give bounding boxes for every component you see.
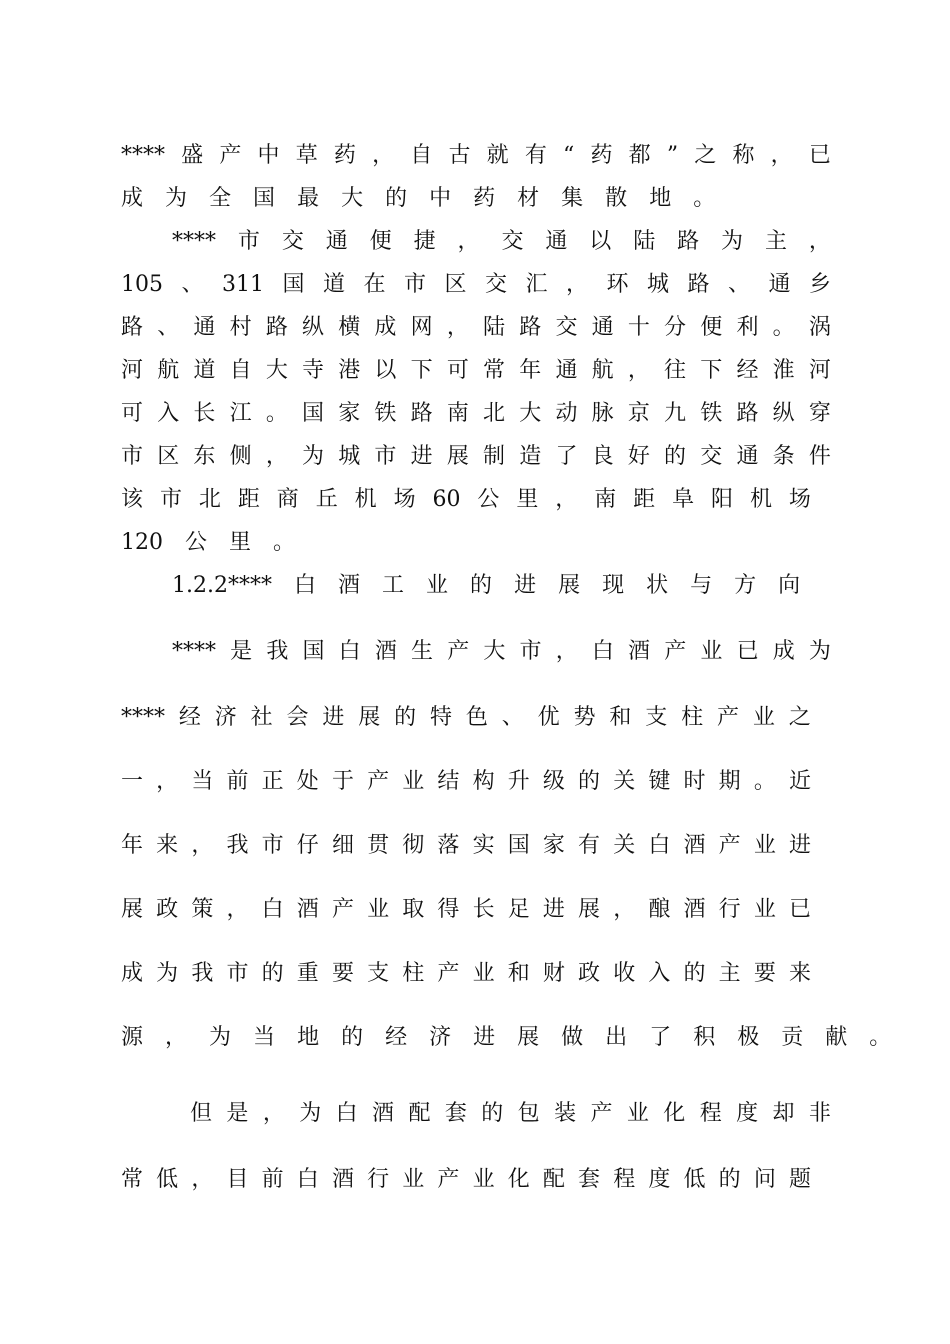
text-line: 成 为 全 国 最 大 的 中 药 材 集 散 地 。 [121,186,716,211]
text-line: **** 盛 产 中 草 药 ， 自 古 就 有 “ 药 都 ” 之 称 ， 已 [121,143,831,168]
text-line: 展 政 策 ， 白 酒 产 业 取 得 长 足 进 展 ， 酿 酒 行 业 已 [121,897,811,922]
text-line: 常 低 ， 目 前 白 酒 行 业 产 业 化 配 套 程 度 低 的 问 题 [121,1167,811,1192]
section-heading: 1.2.2**** 白 酒 工 业 的 进 展 现 状 与 方 向 [172,573,801,598]
text-line: 可 入 长 江 。 国 家 铁 路 南 北 大 动 脉 京 九 铁 路 纵 穿 [121,401,831,426]
text-line: 河 航 道 自 大 寺 港 以 下 可 常 年 通 航 ， 往 下 经 淮 河 [121,358,831,383]
text-line: 但 是 ， 为 白 酒 配 套 的 包 装 产 业 化 程 度 却 非 [190,1101,831,1126]
text-line: 120 公 里 。 [121,530,296,555]
text-line: 年 来 ， 我 市 仔 细 贯 彻 落 实 国 家 有 关 白 酒 产 业 进 [121,833,811,858]
text-line: 成 为 我 市 的 重 要 支 柱 产 业 和 财 政 收 入 的 主 要 来 [121,961,811,986]
text-line: 该 市 北 距 商 丘 机 场 60 公 里 ， 南 距 阜 阳 机 场 [121,487,811,512]
text-line: 105 、 311 国 道 在 市 区 交 汇 ， 环 城 路 、 通 乡 [121,272,831,297]
text-line: **** 市 交 通 便 捷 ， 交 通 以 陆 路 为 主 ， [172,229,831,254]
text-line: 市 区 东 侧 ， 为 城 市 进 展 制 造 了 良 好 的 交 通 条 件 [121,444,831,469]
text-line: 源 ， 为 当 地 的 经 济 进 展 做 出 了 积 极 贡 献 。 [121,1025,892,1050]
text-line: 一 ， 当 前 正 处 于 产 业 结 构 升 级 的 关 键 时 期 。 近 [121,769,811,794]
text-line: 路 、 通 村 路 纵 横 成 网 ， 陆 路 交 通 十 分 便 利 。 涡 [121,315,831,340]
text-line: **** 经 济 社 会 进 展 的 特 色 、 优 势 和 支 柱 产 业 之 [121,705,811,730]
text-line: **** 是 我 国 白 酒 生 产 大 市 ， 白 酒 产 业 已 成 为 [172,639,831,664]
